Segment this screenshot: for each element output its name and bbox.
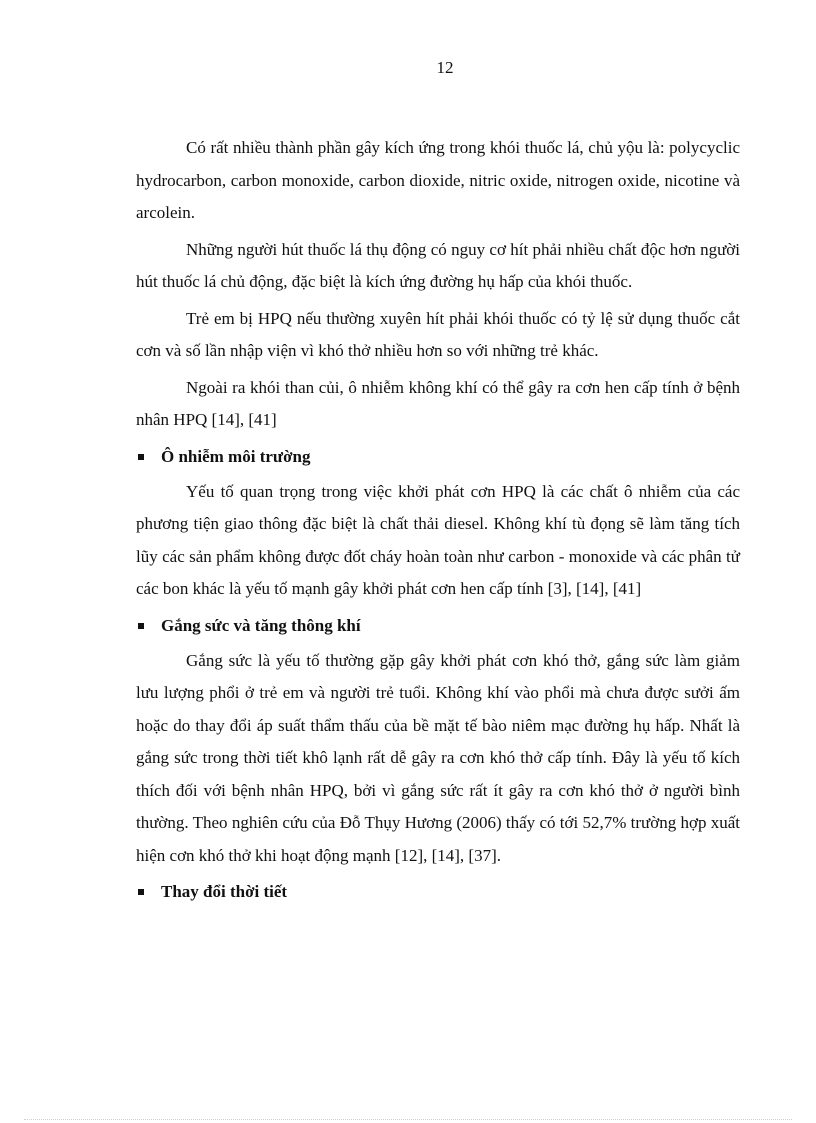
paragraph: Những người hút thuốc lá thụ động có nguy cơ hít phải nhiều chất độc hơn người hút thuốc lá chủ động, đặc biệt là kích ứng đường hụ hấp của khói thuốc.	[136, 239, 740, 291]
paragraph: Gắng sức là yếu tố thường gặp gây khởi phát cơn khó thở, gắng sức làm giảm lưu lượng phổi ở trẻ em và người trẻ tuổi. Không khí vào phổi mà chưa được sưởi ấm hoặc do thay đổi áp suất thẩm thấu của bề mặt tế bào niêm mạc đường hụ hấp. Nhất là gắng sức trong thời tiết khô lạnh rất dễ gây ra cơn khó thở cấp tính. Đây là yếu tố kích thích đối với bệnh nhân HPQ, bởi vì gắng sức rất ít gây ra cơn khó thở ở người bình thường. Theo nghiên cứu của Đỗ Thụy Hương (2006) thấy có tới 52,7% trường hợp xuất hiện cơn khó thở khi hoạt động mạnh [12], [14], [37].	[136, 650, 740, 865]
section-heading	[136, 441, 740, 473]
square-bullet-icon	[138, 889, 144, 895]
section-heading	[136, 876, 740, 908]
section-heading	[136, 610, 740, 642]
document-body	[136, 132, 740, 911]
square-bullet-icon	[138, 623, 144, 629]
paragraph: Yếu tố quan trọng trong việc khởi phát cơn HPQ là các chất ô nhiễm của các phương tiện giao thông đặc biệt là chất thải diesel. Không khí tù đọng sẽ làm tăng tích lũy các sản phẩm không được đốt cháy hoàn toàn như carbon - monoxide và các phân tử các bon khác là yếu tố mạnh gây khởi phát cơn hen cấp tính [3], [14], [41]	[136, 481, 740, 598]
paragraph: Trẻ em bị HPQ nếu thường xuyên hít phải khói thuốc có tỷ lệ sử dụng thuốc cắt cơn và số lần nhập viện vì khó thở nhiều hơn so với những trẻ khác.	[136, 308, 740, 360]
paragraph: Có rất nhiều thành phần gây kích ứng trong khói thuốc lá, chủ yộu là: polycyclic hydrocarbon, carbon monoxide, carbon dioxide, nitric oxide, nitrogen oxide, nicotine và arcolein.	[136, 138, 740, 222]
square-bullet-icon	[138, 454, 144, 460]
section-heading-text: Ô nhiễm môi trường	[161, 446, 311, 466]
section-heading-text: Thay đổi thời tiết	[161, 882, 288, 901]
paragraph: Ngoài ra khói than củi, ô nhiễm không khí có thể gây ra cơn hen cấp tính ở bệnh nhân HPQ [14], [41]	[136, 377, 740, 429]
page-bottom-divider	[24, 1119, 792, 1120]
section-heading-text: Gắng sức và tăng thông khí	[161, 615, 361, 635]
page-number: 12	[436, 58, 454, 77]
